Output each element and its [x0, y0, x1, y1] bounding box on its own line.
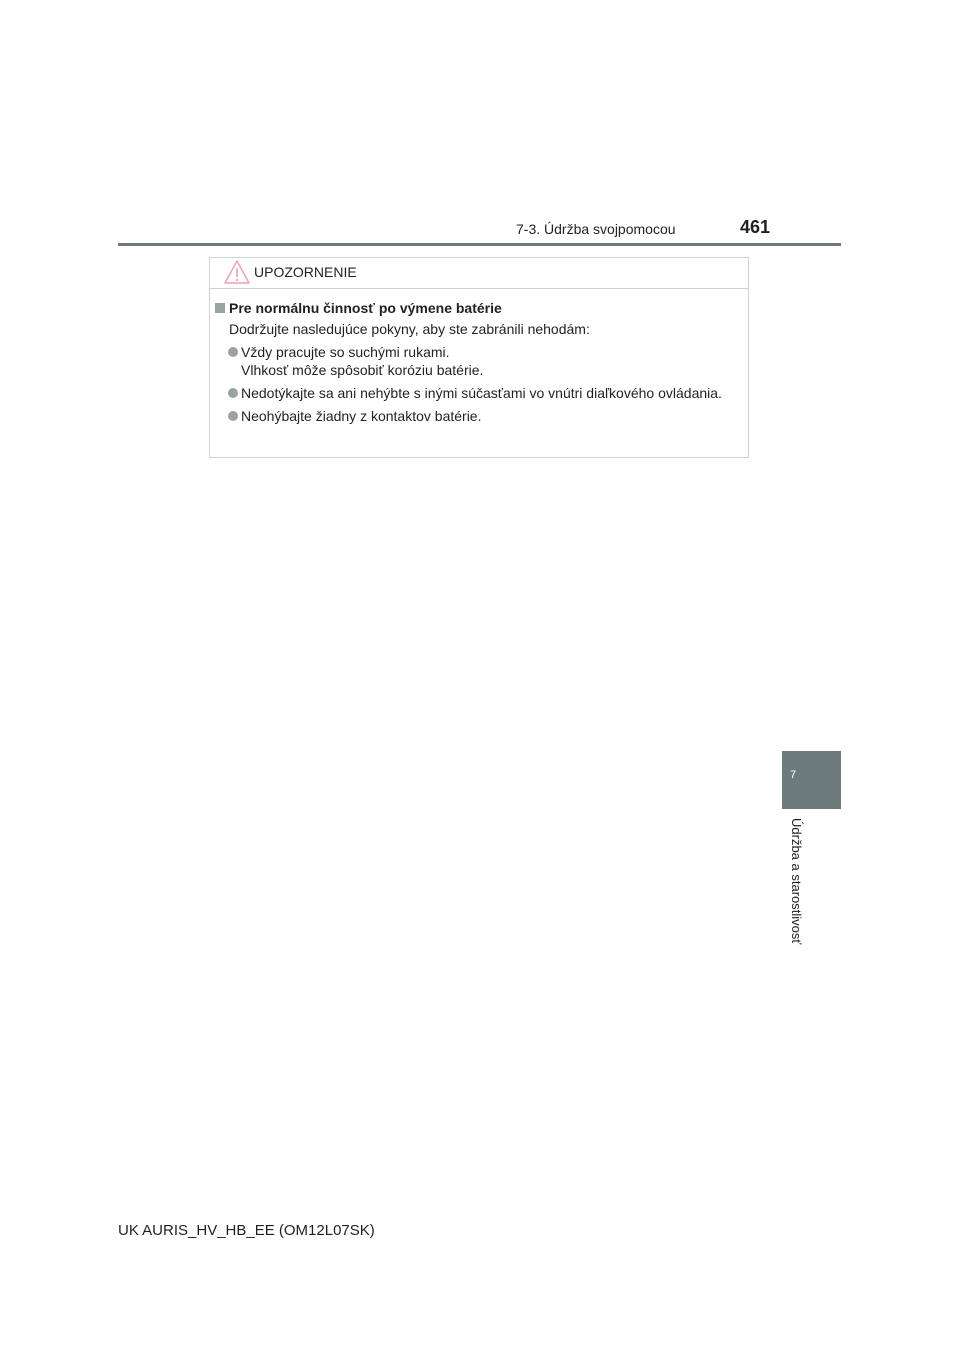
list-item [228, 407, 744, 425]
caution-title: UPOZORNENIE [254, 264, 357, 280]
caution-box [209, 257, 749, 458]
list-item-subtext: Vlhkosť môže spôsobiť koróziu batérie. [241, 362, 484, 378]
chapter-tab [782, 751, 841, 809]
list-item-text: Neohýbajte žiadny z kontaktov batérie. [241, 408, 482, 424]
page-number: 461 [740, 217, 771, 237]
footer-model-code: UK AURIS_HV_HB_EE (OM12L07SK) [118, 1222, 375, 1239]
square-bullet-icon [215, 303, 225, 313]
chapter-title-vertical: Údržba a starostlivosť [789, 818, 804, 945]
warning-triangle-icon [223, 259, 251, 285]
list-item-text: Nedotýkajte sa ani nehýbte s inými súčasťami vo vnútri diaľkového ovládania. [241, 385, 722, 401]
list-item [228, 384, 744, 402]
round-bullet-icon [228, 388, 238, 398]
round-bullet-icon [228, 347, 238, 357]
round-bullet-icon [228, 411, 238, 421]
chapter-number: 7 [790, 769, 797, 781]
list-item-text: Vždy pracujte so suchými rukami. [241, 344, 450, 360]
header-divider [118, 243, 841, 246]
caution-sub-heading [215, 300, 502, 316]
caution-intro: Dodržujte nasledujúce pokyny, aby ste zabránili nehodám: [229, 321, 590, 337]
caution-header [210, 258, 748, 289]
sub-heading-text: Pre normálnu činnosť po výmene batérie [229, 300, 502, 316]
list-item [228, 343, 744, 379]
caution-list [228, 343, 744, 430]
running-header-section: 7-3. Údržba svojpomocou [516, 221, 676, 237]
